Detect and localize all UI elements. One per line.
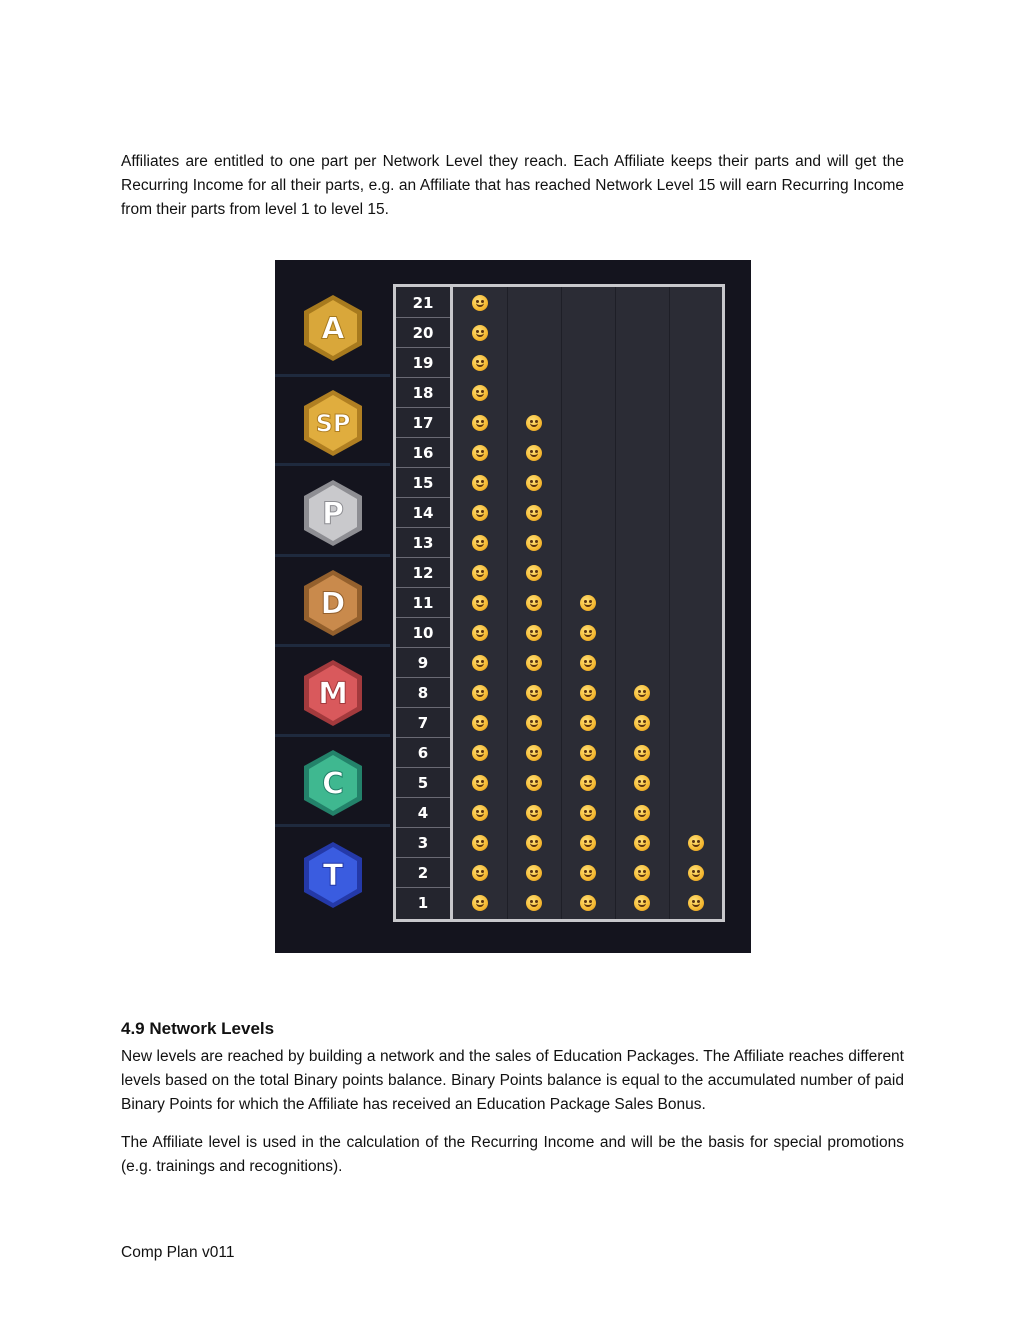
- smiley-face-icon: [472, 685, 488, 701]
- level-row-divider: [396, 467, 450, 468]
- page-footer: Comp Plan v011: [121, 1244, 235, 1261]
- parts-column-divider: [561, 287, 562, 919]
- smiley-face-icon: [472, 775, 488, 791]
- smiley-face-icon: [580, 745, 596, 761]
- smiley-face-icon: [472, 565, 488, 581]
- smiley-face-icon: [688, 895, 704, 911]
- level-number: 9: [417, 654, 429, 672]
- smiley-face-icon: [472, 475, 488, 491]
- level-row-divider: [396, 707, 450, 708]
- level-number: 1: [417, 894, 429, 912]
- smiley-face-icon: [472, 715, 488, 731]
- rank-badge-c: [301, 748, 365, 818]
- badge-separator: [275, 463, 390, 466]
- smiley-face-icon: [526, 835, 542, 851]
- hexagon-badge-icon: [301, 748, 365, 818]
- level-row-divider: [396, 527, 450, 528]
- level-number: 2: [417, 864, 429, 882]
- smiley-face-icon: [526, 505, 542, 521]
- smiley-face-icon: [526, 745, 542, 761]
- rank-badge-label: D: [320, 586, 346, 622]
- rank-badge-label: P: [322, 496, 344, 532]
- smiley-face-icon: [634, 865, 650, 881]
- smiley-face-icon: [580, 655, 596, 671]
- smiley-face-icon: [472, 535, 488, 551]
- smiley-face-icon: [688, 865, 704, 881]
- levels-grid: [393, 284, 725, 922]
- level-row-divider: [396, 437, 450, 438]
- parts-column-divider: [669, 287, 670, 919]
- section-paragraph-2: The Affiliate level is used in the calculation of the Recurring Income and will be the basis for special promotions (e.g. trainings and recognitions).: [121, 1134, 904, 1175]
- smiley-face-icon: [472, 325, 488, 341]
- rank-badge-label: A: [321, 311, 345, 347]
- level-number: 19: [412, 354, 434, 372]
- level-row-divider: [396, 557, 450, 558]
- badge-separator: [275, 374, 390, 377]
- smiley-face-icon: [580, 595, 596, 611]
- smiley-face-icon: [472, 595, 488, 611]
- hexagon-badge-icon: [301, 840, 365, 910]
- badge-separator: [275, 644, 390, 647]
- level-row-divider: [396, 617, 450, 618]
- smiley-face-icon: [472, 625, 488, 641]
- level-number: 10: [412, 624, 434, 642]
- level-number: 15: [412, 474, 434, 492]
- smiley-face-icon: [526, 445, 542, 461]
- smiley-face-icon: [634, 715, 650, 731]
- level-number: 3: [417, 834, 429, 852]
- smiley-face-icon: [580, 865, 596, 881]
- level-number: 6: [417, 744, 429, 762]
- level-number: 7: [417, 714, 429, 732]
- smiley-face-icon: [580, 895, 596, 911]
- smiley-face-icon: [472, 415, 488, 431]
- rank-badge-column: [275, 260, 390, 953]
- parts-column-divider: [615, 287, 616, 919]
- rank-badge-label: SP: [315, 409, 351, 438]
- level-row-divider: [396, 857, 450, 858]
- smiley-face-icon: [472, 505, 488, 521]
- smiley-face-icon: [634, 685, 650, 701]
- level-number: 17: [412, 414, 434, 432]
- smiley-face-icon: [472, 805, 488, 821]
- level-row-divider: [396, 737, 450, 738]
- smiley-face-icon: [526, 535, 542, 551]
- level-row-divider: [396, 827, 450, 828]
- smiley-face-icon: [580, 715, 596, 731]
- level-number: 5: [417, 774, 429, 792]
- rank-badge-label: C: [321, 766, 345, 802]
- hexagon-badge-icon: [301, 568, 365, 638]
- rank-badge-d: [301, 568, 365, 638]
- smiley-face-icon: [634, 745, 650, 761]
- smiley-face-icon: [526, 415, 542, 431]
- rank-badge-p: [301, 478, 365, 548]
- badge-separator: [275, 734, 390, 737]
- smiley-face-icon: [472, 385, 488, 401]
- smiley-face-icon: [634, 775, 650, 791]
- level-row-divider: [396, 887, 450, 888]
- level-row-divider: [396, 347, 450, 348]
- network-levels-figure: [275, 260, 751, 953]
- level-number: 11: [412, 594, 434, 612]
- level-number: 14: [412, 504, 434, 522]
- level-number: 16: [412, 444, 434, 462]
- smiley-face-icon: [526, 655, 542, 671]
- smiley-face-icon: [472, 445, 488, 461]
- smiley-face-icon: [526, 625, 542, 641]
- smiley-face-icon: [526, 685, 542, 701]
- smiley-face-icon: [580, 685, 596, 701]
- level-number: 20: [412, 324, 434, 342]
- smiley-face-icon: [526, 805, 542, 821]
- rank-badge-sp: [301, 388, 365, 458]
- level-number: 4: [417, 804, 429, 822]
- hexagon-badge-icon: [301, 658, 365, 728]
- level-row-divider: [396, 497, 450, 498]
- intro-paragraph: Affiliates are entitled to one part per Network Level they reach. Each Affiliate keeps their parts and will get the Recurring Income for all their parts, e.g. an Affiliate that has reached Network Level 15 will earn Recurring Income from their parts from level 1 to level 15.: [121, 153, 904, 218]
- level-number: 13: [412, 534, 434, 552]
- smiley-face-icon: [634, 835, 650, 851]
- level-row-divider: [396, 407, 450, 408]
- hexagon-badge-icon: [301, 478, 365, 548]
- level-row-divider: [396, 377, 450, 378]
- rank-badge-label: M: [318, 676, 348, 712]
- smiley-face-icon: [634, 895, 650, 911]
- smiley-face-icon: [472, 355, 488, 371]
- rank-badge-label: T: [322, 858, 344, 894]
- level-row-divider: [396, 677, 450, 678]
- level-row-divider: [396, 767, 450, 768]
- smiley-face-icon: [580, 835, 596, 851]
- level-row-divider: [396, 647, 450, 648]
- section-paragraph-1: New levels are reached by building a network and the sales of Education Packages. The Affiliate reaches different levels based on the total Binary points balance. Binary Points balance is equal to the accumulated number of paid Binary Points for which the Affiliate has received an Education Package Sales Bonus.: [121, 1048, 904, 1113]
- level-number-column: [396, 287, 453, 919]
- smiley-face-icon: [526, 775, 542, 791]
- level-number: 12: [412, 564, 434, 582]
- smiley-face-icon: [580, 775, 596, 791]
- rank-badge-t: [301, 840, 365, 910]
- smiley-face-icon: [526, 565, 542, 581]
- section-heading: 4.9 Network Levels: [121, 1019, 275, 1038]
- level-row-divider: [396, 797, 450, 798]
- level-number: 18: [412, 384, 434, 402]
- parts-column-divider: [507, 287, 508, 919]
- badge-separator: [275, 554, 390, 557]
- smiley-face-icon: [526, 475, 542, 491]
- smiley-face-icon: [526, 715, 542, 731]
- smiley-face-icon: [472, 655, 488, 671]
- smiley-face-icon: [472, 865, 488, 881]
- smiley-face-icon: [526, 595, 542, 611]
- smiley-face-icon: [472, 295, 488, 311]
- smiley-face-icon: [526, 895, 542, 911]
- level-row-divider: [396, 317, 450, 318]
- hexagon-badge-icon: [301, 388, 365, 458]
- smiley-face-icon: [472, 835, 488, 851]
- smiley-face-icon: [634, 805, 650, 821]
- level-row-divider: [396, 587, 450, 588]
- smiley-face-icon: [688, 835, 704, 851]
- level-number: 8: [417, 684, 429, 702]
- smiley-face-icon: [580, 625, 596, 641]
- level-number: 21: [412, 294, 434, 312]
- smiley-face-icon: [580, 805, 596, 821]
- rank-badge-m: [301, 658, 365, 728]
- smiley-face-icon: [526, 865, 542, 881]
- hexagon-badge-icon: [301, 293, 365, 363]
- badge-separator: [275, 824, 390, 827]
- rank-badge-a: [301, 293, 365, 363]
- smiley-face-icon: [472, 745, 488, 761]
- smiley-face-icon: [472, 895, 488, 911]
